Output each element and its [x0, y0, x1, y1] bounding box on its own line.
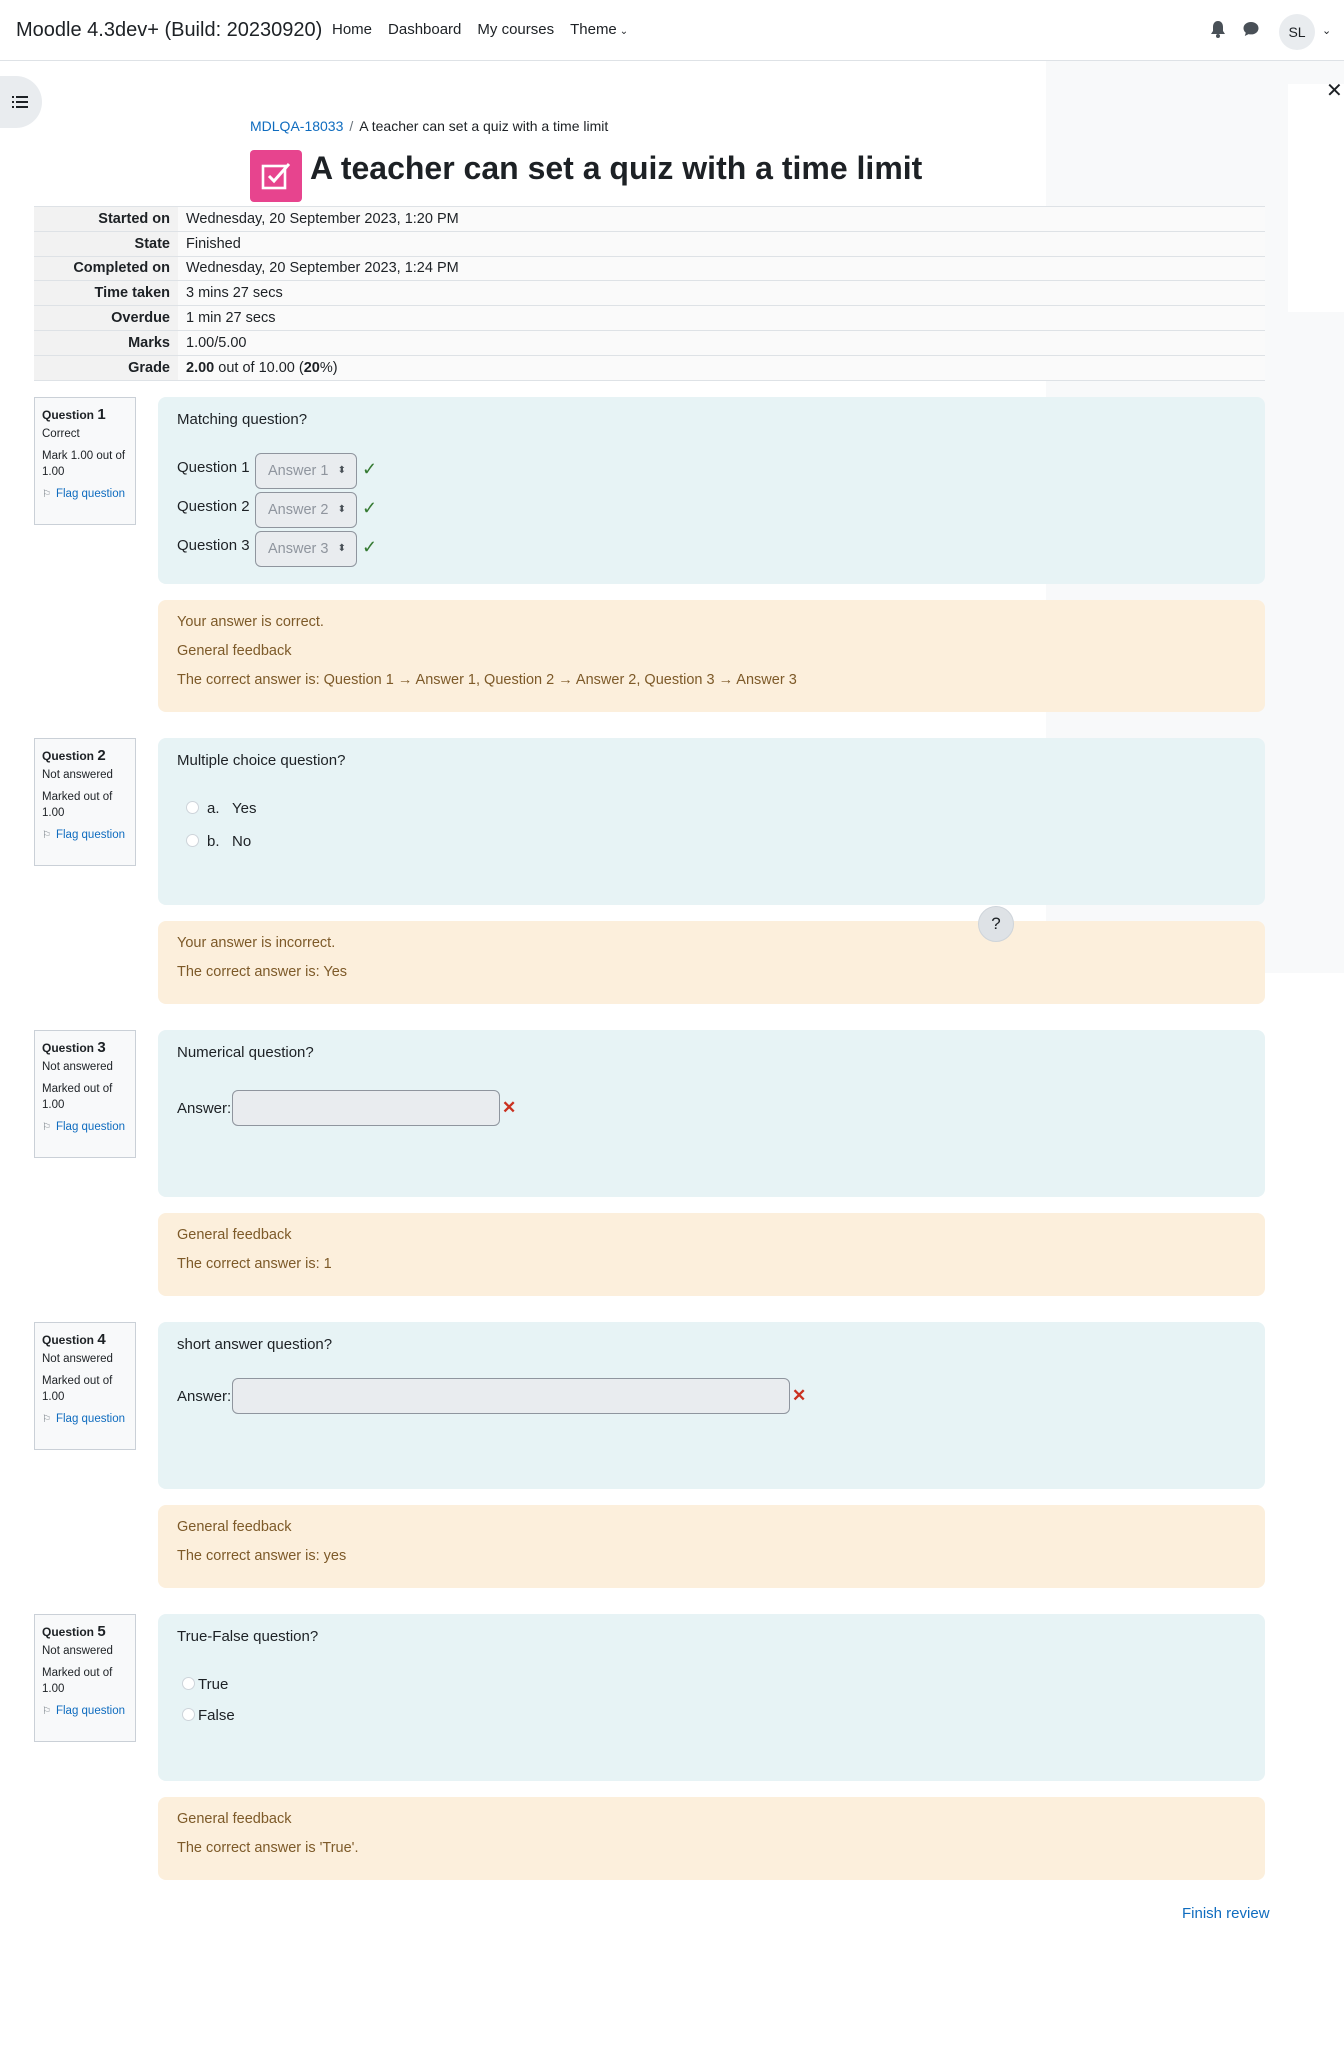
primary-navigation [332, 21, 644, 38]
summary-value: 1 min 27 secs [178, 306, 1265, 331]
answer-label: Answer: [177, 1388, 232, 1405]
choice-option-b[interactable] [186, 833, 251, 850]
match-stem: Question 1 [177, 459, 250, 476]
summary-value: 1.00/5.00 [178, 330, 1265, 355]
question-prefix: Question [42, 408, 95, 422]
breadcrumb [250, 118, 608, 134]
question-prefix: Question [42, 1333, 95, 1347]
flag-question-link[interactable] [42, 829, 128, 841]
question-grade: Mark 1.00 out of 1.00 [42, 450, 126, 478]
question-info-1 [34, 397, 136, 525]
choice-label: Yes [232, 800, 257, 817]
choice-letter: a. [207, 800, 220, 817]
question-text: True-False question? [177, 1628, 319, 1645]
summary-row-completed [34, 256, 1265, 281]
flag-label: Flag question [55, 829, 126, 841]
choice-option-false[interactable] [182, 1707, 235, 1724]
summary-row-overdue [34, 306, 1265, 331]
summary-value: Wednesday, 20 September 2023, 1:20 PM [178, 207, 1265, 232]
question-num: 1 [97, 406, 106, 423]
radio-button[interactable] [182, 1677, 195, 1690]
nav-theme-label: Theme [570, 21, 617, 38]
correct-check-icon: ✓ [362, 498, 378, 518]
flag-question-link[interactable] [42, 1413, 128, 1425]
select-arrows-icon: ⬍ [337, 543, 346, 554]
right-answer: The correct answer is: 1 [177, 1256, 332, 1272]
question-num: 2 [97, 747, 106, 764]
radio-button[interactable] [182, 1708, 195, 1721]
right-drawer-header-strip [1046, 61, 1288, 83]
match-select-value: Answer 3 [268, 541, 329, 557]
flag-label: Flag question [55, 1121, 126, 1133]
user-avatar[interactable]: SL [1279, 14, 1315, 50]
choice-option-true[interactable] [182, 1676, 228, 1693]
flag-question-link[interactable] [42, 488, 128, 500]
correct-check-icon: ✓ [362, 537, 378, 557]
summary-label: Started on [34, 207, 178, 232]
flag-question-link[interactable] [42, 1121, 128, 1133]
question-state: Not answered [42, 1061, 113, 1073]
question-prefix: Question [42, 749, 95, 763]
summary-label: Completed on [34, 256, 178, 281]
question-feedback-3 [158, 1213, 1265, 1296]
question-grade: Marked out of 1.00 [42, 1083, 113, 1111]
nav-dashboard[interactable]: Dashboard [388, 21, 462, 38]
question-feedback-2 [158, 921, 1265, 1004]
match-select-value: Answer 2 [268, 502, 329, 518]
breadcrumb-current: A teacher can set a quiz with a time limit [359, 118, 609, 134]
match-stem: Question 3 [177, 537, 250, 554]
question-prefix: Question [42, 1625, 95, 1639]
right-answer: The correct answer is: Question 1 → Answer 1, Question 2 → Answer 2, Question 3 → Answer 3 [177, 672, 797, 688]
flag-label: Flag question [55, 488, 126, 500]
select-arrows-icon: ⬍ [337, 465, 346, 476]
question-number [42, 1039, 128, 1056]
radio-button[interactable] [186, 801, 199, 814]
flag-icon: ⚐ [42, 1706, 51, 1717]
choice-label: No [232, 833, 252, 850]
summary-row-started [34, 207, 1265, 232]
nav-home[interactable]: Home [332, 21, 373, 38]
user-menu-chevron-icon[interactable]: ⌄ [1322, 25, 1332, 37]
question-formulation-4 [158, 1322, 1265, 1489]
flag-question-link[interactable] [42, 1705, 128, 1717]
grade-percent: 20 [303, 359, 320, 376]
match-stem: Question 2 [177, 498, 250, 515]
question-num: 3 [97, 1039, 106, 1056]
question-prefix: Question [42, 1041, 95, 1055]
grade-mid: out of 10.00 ( [214, 359, 304, 376]
question-formulation-1 [158, 397, 1265, 584]
question-formulation-2 [158, 738, 1265, 905]
question-feedback-1 [158, 600, 1265, 712]
summary-label: Time taken [34, 281, 178, 306]
question-state: Not answered [42, 769, 113, 781]
choice-option-a[interactable] [186, 800, 257, 817]
choice-label: True [198, 1676, 229, 1693]
general-feedback: General feedback [177, 1227, 292, 1243]
summary-row-state [34, 231, 1265, 256]
question-text: Numerical question? [177, 1044, 314, 1061]
question-text: Matching question? [177, 411, 308, 428]
question-info-5 [34, 1614, 136, 1742]
close-drawer-icon[interactable]: ✕ [1326, 80, 1343, 102]
question-formulation-5 [158, 1614, 1265, 1781]
match-select-2[interactable] [255, 492, 357, 528]
flag-icon: ⚐ [42, 489, 51, 500]
answer-label: Answer: [177, 1100, 232, 1117]
summary-row-time-taken [34, 281, 1265, 306]
question-info-3 [34, 1030, 136, 1158]
match-select-3[interactable] [255, 531, 357, 567]
question-number [42, 406, 128, 423]
question-formulation-3 [158, 1030, 1265, 1197]
incorrect-cross-icon: ✕ [792, 1386, 807, 1405]
finish-review-link[interactable]: Finish review [1182, 1905, 1270, 1922]
quiz-icon [250, 150, 302, 202]
flag-icon: ⚐ [42, 1414, 51, 1425]
attempt-summary-table [34, 206, 1265, 381]
chevron-down-icon: ⌄ [619, 26, 629, 37]
question-num: 5 [97, 1623, 106, 1640]
radio-button[interactable] [186, 834, 199, 847]
summary-value: Finished [178, 231, 1265, 256]
breadcrumb-separator: / [349, 118, 354, 134]
choice-letter: b. [207, 833, 220, 850]
right-answer: The correct answer is: yes [177, 1548, 347, 1564]
feedback-result: Your answer is incorrect. [177, 935, 336, 951]
navbar [0, 0, 1344, 61]
numerical-answer-input[interactable] [232, 1090, 500, 1126]
flag-label: Flag question [55, 1705, 126, 1717]
match-select-1[interactable] [255, 453, 357, 489]
nav-my-courses[interactable]: My courses [477, 21, 555, 38]
question-text: short answer question? [177, 1336, 333, 1353]
select-arrows-icon: ⬍ [337, 504, 346, 515]
question-grade: Marked out of 1.00 [42, 791, 113, 819]
question-feedback-5 [158, 1797, 1265, 1880]
help-button[interactable]: ? [978, 906, 1014, 942]
question-num: 4 [97, 1331, 106, 1348]
match-select-value: Answer 1 [268, 463, 329, 479]
question-text: Multiple choice question? [177, 752, 346, 769]
list-icon [12, 95, 28, 109]
general-feedback: General feedback [177, 1519, 292, 1535]
right-answer: The correct answer is: Yes [177, 964, 348, 980]
short-answer-input[interactable] [232, 1378, 790, 1414]
notification-bell-icon[interactable] [1210, 20, 1226, 38]
summary-row-grade [34, 355, 1265, 380]
messages-icon[interactable] [1242, 20, 1260, 38]
question-grade: Marked out of 1.00 [42, 1667, 113, 1695]
summary-label: State [34, 231, 178, 256]
general-feedback: General feedback [177, 643, 292, 659]
question-state: Correct [42, 428, 80, 440]
nav-theme[interactable] [570, 21, 628, 38]
flag-icon: ⚐ [42, 1122, 51, 1133]
right-drawer-panel [1288, 84, 1344, 312]
site-brand[interactable]: Moodle 4.3dev+ (Build: 20230920) [16, 19, 323, 41]
breadcrumb-course-link[interactable]: MDLQA-18033 [250, 118, 344, 134]
grade-end: %) [319, 359, 338, 376]
page-title: A teacher can set a quiz with a time limit [310, 150, 923, 186]
general-feedback: General feedback [177, 1811, 292, 1827]
right-answer: The correct answer is 'True'. [177, 1840, 359, 1856]
question-number [42, 1331, 128, 1348]
summary-label: Overdue [34, 306, 178, 331]
grade-score: 2.00 [186, 359, 215, 376]
correct-check-icon: ✓ [362, 459, 378, 479]
flag-label: Flag question [55, 1413, 126, 1425]
summary-label: Marks [34, 330, 178, 355]
feedback-result: Your answer is correct. [177, 614, 324, 630]
question-grade: Marked out of 1.00 [42, 1375, 113, 1403]
flag-icon: ⚐ [42, 830, 51, 841]
question-feedback-4 [158, 1505, 1265, 1588]
summary-label: Grade [34, 355, 178, 380]
grade-value [178, 355, 1265, 380]
question-state: Not answered [42, 1353, 113, 1365]
question-number [42, 1623, 128, 1640]
question-number [42, 747, 128, 764]
summary-row-marks [34, 330, 1265, 355]
summary-value: 3 mins 27 secs [178, 281, 1265, 306]
choice-label: False [198, 1707, 235, 1724]
question-info-4 [34, 1322, 136, 1450]
incorrect-cross-icon: ✕ [502, 1098, 517, 1117]
question-state: Not answered [42, 1645, 113, 1657]
summary-value: Wednesday, 20 September 2023, 1:24 PM [178, 256, 1265, 281]
question-info-2 [34, 738, 136, 866]
